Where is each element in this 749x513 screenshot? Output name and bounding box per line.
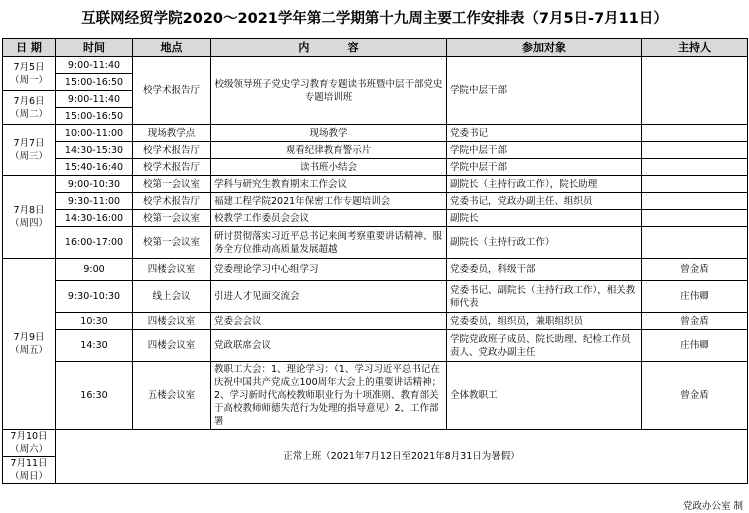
table-row [3,57,748,74]
content-cell: 观看纪律教育警示片 [211,142,447,159]
time-cell: 15:40-16:40 [56,159,133,176]
content-cell: 校级领导班子党史学习教育专题读书班暨中层干部党史专题培训班 [211,57,447,125]
table-row [3,159,748,176]
time-cell: 16:30 [56,362,133,430]
host-cell: 庄伟卿 [642,281,748,313]
place-cell: 五楼会议室 [133,362,211,430]
time-cell: 14:30-16:00 [56,210,133,227]
place-cell: 线上会议 [133,281,211,313]
host-cell: 曾金盾 [642,259,748,281]
content-cell: 学科与研究生教育期末工作会议 [211,176,447,193]
time-cell: 15:00-16:50 [56,74,133,91]
participants-cell: 学院党政班子成员、院长助理、纪检工作员责人、党政办副主任 [447,330,642,362]
date-cell: 7月8日 （周四） [3,176,56,259]
place-cell: 校学术报告厅 [133,142,211,159]
host-cell [642,142,748,159]
time-cell: 9:00-11:40 [56,91,133,108]
date-cell: 7月5日 （周一） [3,57,56,91]
content-cell: 引进人才见面交流会 [211,281,447,313]
table-row [3,125,748,142]
content-cell: 教职工大会：1、理论学习：（1、学习习近平总书记在庆祝中国共产党成立100周年大会上的重要讲话精神；2、学习新时代高校教师职业行为十项准则、教育部关于高校教师师德失范行为处理的指导意见）2、工作部署 [211,362,447,430]
table-row [3,176,748,193]
time-cell: 9:00-10:30 [56,176,133,193]
participants-cell: 党委书记 [447,125,642,142]
table-row [3,313,748,330]
page-title: 互联网经贸学院2020～2021学年第二学期第十九周主要工作安排表（7月5日-7月11日） [81,11,668,27]
participants-cell: 副院长（主持行政工作） [447,227,642,259]
host-cell [642,159,748,176]
table-row [3,259,748,281]
participants-cell: 副院长（主持行政工作），院长助理 [447,176,642,193]
participants-cell: 学院中层干部 [447,159,642,176]
host-cell: 曾金盾 [642,362,748,430]
time-cell: 9:30-10:30 [56,281,133,313]
content-cell: 读书班小结会 [211,159,447,176]
time-cell: 14:30-15:30 [56,142,133,159]
time-cell: 9:30-11:00 [56,193,133,210]
schedule-table [2,38,748,484]
host-cell: 曾金盾 [642,313,748,330]
header-date: 日 期 [3,39,56,57]
table-row [3,227,748,259]
participants-cell: 党委书记、副院长（主持行政工作），相关教师代表 [447,281,642,313]
header-host: 主持人 [642,39,748,57]
header-content: 内 容 [211,39,447,57]
place-cell: 校第一会议室 [133,227,211,259]
participants-cell: 全体教职工 [447,362,642,430]
date-cell: 7月7日 （周三） [3,125,56,176]
participants-cell: 学院中层干部 [447,142,642,159]
table-row [3,362,748,430]
content-cell: 校教学工作委员会会议 [211,210,447,227]
table-row [3,193,748,210]
time-cell: 9:00-11:40 [56,57,133,74]
header-participants: 参加对象 [447,39,642,57]
participants-cell: 党委书记，党政办副主任、组织员 [447,193,642,210]
host-cell [642,176,748,193]
time-cell: 16:00-17:00 [56,227,133,259]
participants-cell: 学院中层干部 [447,57,642,125]
date-cell: 7月6日 （周二） [3,91,56,125]
place-cell: 四楼会议室 [133,259,211,281]
host-cell: 庄伟卿 [642,330,748,362]
place-cell: 校学术报告厅 [133,57,211,125]
content-cell: 现场教学 [211,125,447,142]
header-time: 时间 [56,39,133,57]
place-cell: 现场教学点 [133,125,211,142]
header-row [3,39,748,57]
place-cell: 校第一会议室 [133,176,211,193]
participants-cell: 党委委员，组织员，兼职组织员 [447,313,642,330]
date-cell: 7月11日 （周日） [3,457,56,484]
place-cell: 四楼会议室 [133,330,211,362]
time-cell: 14:30 [56,330,133,362]
content-cell: 党委会会议 [211,313,447,330]
table-row [3,281,748,313]
participants-cell: 副院长 [447,210,642,227]
content-cell: 福建工程学院2021年保密工作专题培训会 [211,193,447,210]
table-row [3,430,748,457]
content-cell: 党委理论学习中心组学习 [211,259,447,281]
place-cell: 校学术报告厅 [133,193,211,210]
host-cell [642,227,748,259]
time-cell: 15:00-16:50 [56,108,133,125]
table-row [3,330,748,362]
host-cell [642,193,748,210]
time-cell: 9:00 [56,259,133,281]
participants-cell: 党委委员，科级干部 [447,259,642,281]
header-place: 地点 [133,39,211,57]
table-row [3,142,748,159]
date-cell: 7月10日 （周六） [3,430,56,457]
content-cell: 研讨贯彻落实习近平总书记来闽考察重要讲话精神、服务全方位推动高质量发展超越 [211,227,447,259]
place-cell: 校学术报告厅 [133,159,211,176]
time-cell: 10:00-11:00 [56,125,133,142]
table-row [3,210,748,227]
host-cell [642,57,748,125]
content-cell: 党政联席会议 [211,330,447,362]
time-cell: 10:30 [56,313,133,330]
weekend-note-cell: 正常上班（2021年7月12日至2021年8月31日为暑假） [56,430,748,484]
place-cell: 校第一会议室 [133,210,211,227]
host-cell [642,125,748,142]
place-cell: 四楼会议室 [133,313,211,330]
footer-credit: 党政办公室 制 [682,501,743,512]
date-cell: 7月9日 （周五） [3,259,56,430]
host-cell [642,210,748,227]
